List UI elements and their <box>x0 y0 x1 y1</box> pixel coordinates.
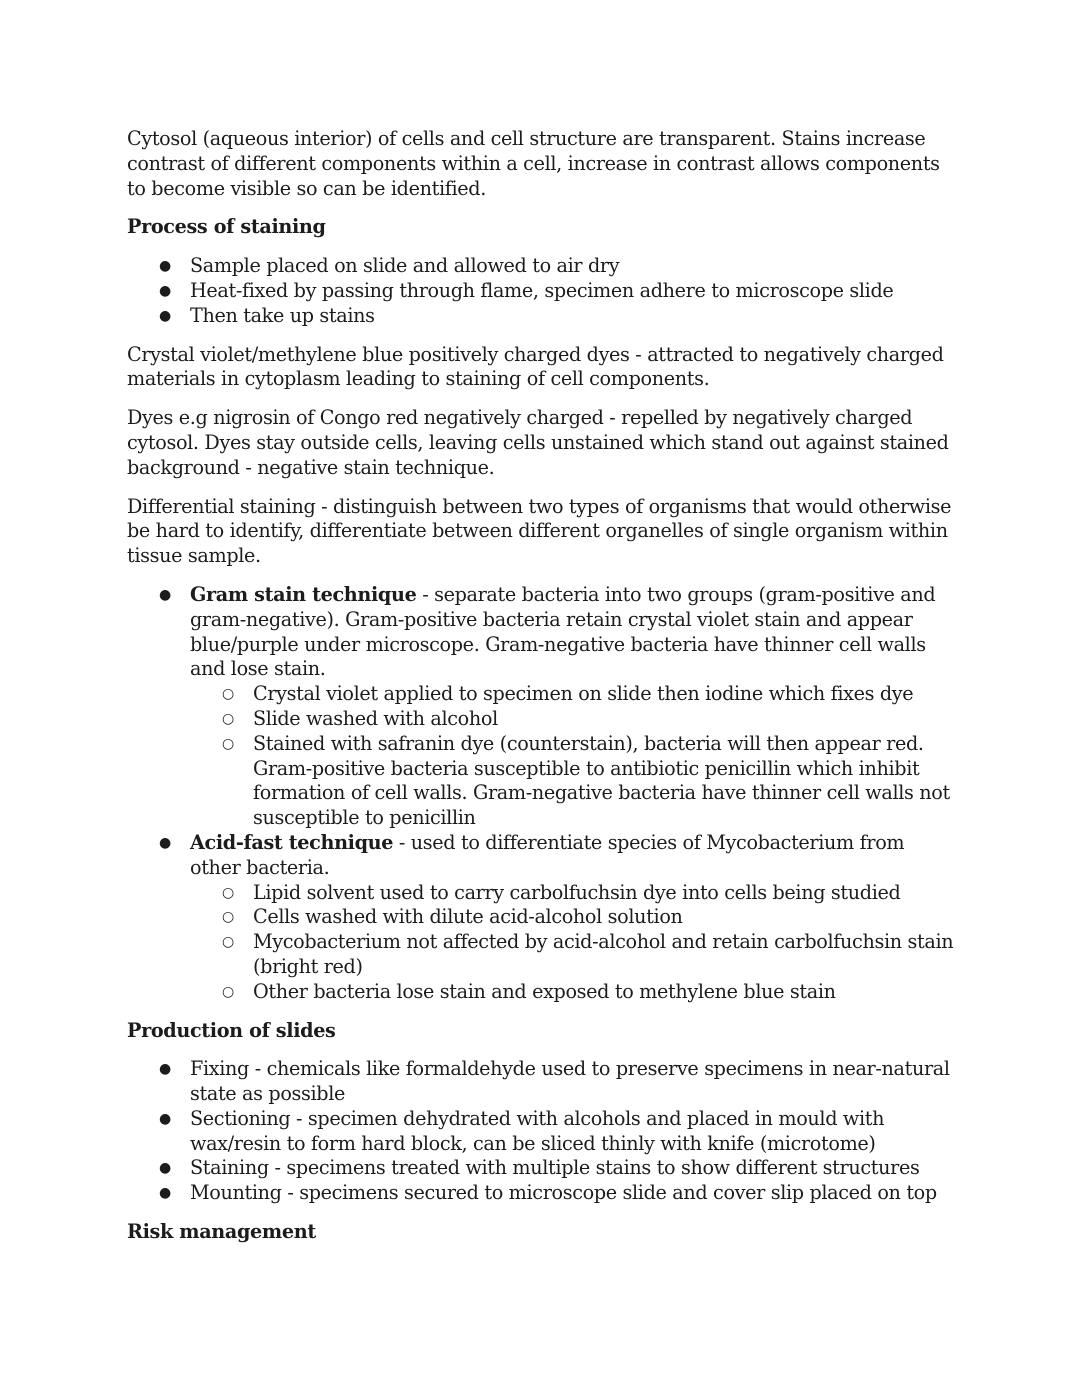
heading-production-of-slides: Production of slides <box>127 1018 336 1042</box>
technique-acid-fast <box>127 831 957 1005</box>
technique-description: - used to differentiate species of Mycobacterium from other bacteria. <box>190 830 905 879</box>
negative-dyes-paragraph: Dyes e.g nigrosin of Congo red negatively charged - repelled by negatively charged cytosol. Dyes stay outside cells, leaving cells unstained which stand out against stained background - negative stain technique. <box>127 406 949 479</box>
list-item: ● Then take up stains <box>127 304 957 329</box>
list-item: ○ Slide washed with alcohol <box>190 707 957 732</box>
list-item: ● Heat-fixed by passing through flame, specimen adhere to microscope slide <box>127 279 957 304</box>
acid-fast-steps-list <box>190 881 957 1005</box>
positive-dyes-paragraph: Crystal violet/methylene blue positively charged dyes - attracted to negatively charged materials in cytoplasm leading to staining of cell components. <box>127 342 944 391</box>
list-item: ○ Stained with safranin dye (counterstain), bacteria will then appear red. Gram-positive bacteria susceptible to antibiotic penicillin which inhibit formation of cell walls. Gram-negative bacteria have thinner cell walls not susceptible to penicillin <box>190 732 957 831</box>
document-page <box>127 127 957 1259</box>
gram-stain-steps-list <box>190 682 957 831</box>
technique-title: Acid-fast technique <box>190 830 394 854</box>
staining-steps-list <box>127 254 957 328</box>
list-item: ● Sample placed on slide and allowed to air dry <box>127 254 957 279</box>
list-item: ○ Lipid solvent used to carry carbolfuchsin dye into cells being studied <box>190 881 957 906</box>
list-item: ○ Mycobacterium not affected by acid-alcohol and retain carbolfuchsin stain (bright red) <box>190 930 957 980</box>
technique-title: Gram stain technique <box>190 582 417 606</box>
list-item: ○ Crystal violet applied to specimen on slide then iodine which fixes dye <box>190 682 957 707</box>
list-item: ● Sectioning - specimen dehydrated with alcohols and placed in mould with wax/resin to form hard block, can be sliced thinly with knife (microtome) <box>127 1107 957 1157</box>
list-item: ● Staining - specimens treated with multiple stains to show different structures <box>127 1156 957 1181</box>
heading-process-of-staining: Process of staining <box>127 215 326 239</box>
technique-description: - separate bacteria into two groups (gram-positive and gram-negative). Gram-positive bacteria retain crystal violet stain and appear blue/purple under microscope. Gram-negative bacteria have thinner cell walls and lose stain. <box>190 582 936 681</box>
list-item: ● Fixing - chemicals like formaldehyde used to preserve specimens in near-natural state as possible <box>127 1057 957 1107</box>
heading-risk-management: Risk management <box>127 1220 316 1244</box>
list-item: ○ Other bacteria lose stain and exposed to methylene blue stain <box>190 980 957 1005</box>
intro-paragraph: Cytosol (aqueous interior) of cells and cell structure are transparent. Stains increase contrast of different components within a cell, increase in contrast allows components to become visible so can be identified. <box>127 127 940 200</box>
list-item: ● Mounting - specimens secured to microscope slide and cover slip placed on top <box>127 1181 957 1206</box>
slides-steps-list <box>127 1057 957 1206</box>
techniques-list <box>127 583 957 1005</box>
technique-gram-stain <box>127 583 957 831</box>
list-item: ○ Cells washed with dilute acid-alcohol solution <box>190 905 957 930</box>
differential-staining-paragraph: Differential staining - distinguish between two types of organisms that would otherwise be hard to identify, differentiate between different organelles of single organism within tissue sample. <box>127 494 952 568</box>
